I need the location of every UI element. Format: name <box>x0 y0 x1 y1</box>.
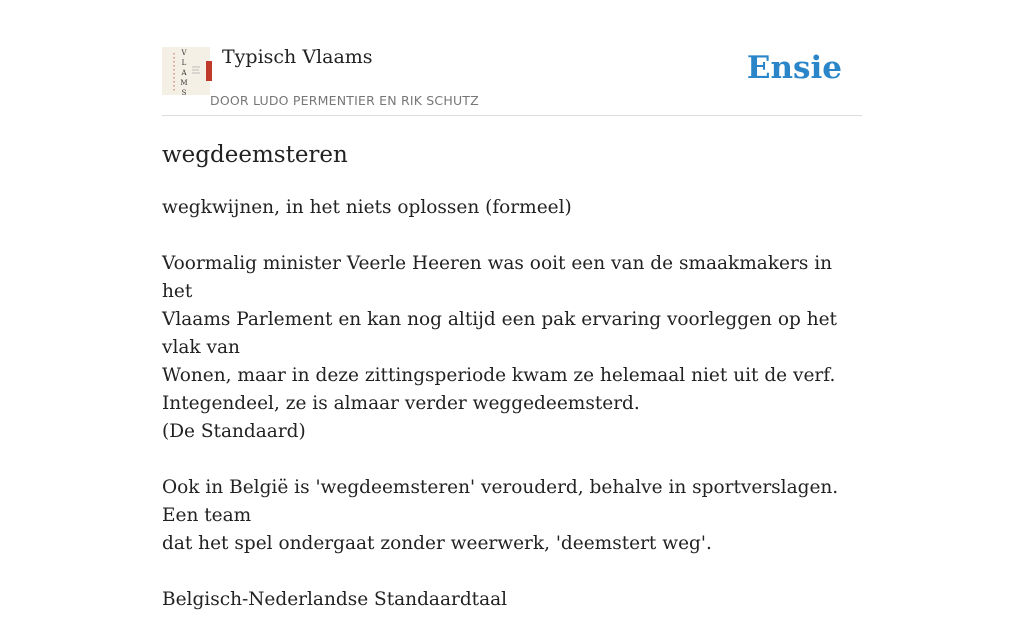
logo-letter: M <box>180 79 188 87</box>
dictionary-header <box>162 40 862 116</box>
example-line: Integendeel, ze is almaar verder weggedeemsterd. <box>162 393 640 414</box>
logo-letter: V <box>181 49 187 57</box>
logo-letter: L <box>181 59 187 67</box>
entry-note <box>162 474 862 558</box>
ensie-logo-link[interactable]: Ensie <box>746 50 842 86</box>
dictionary-logo[interactable] <box>162 47 210 95</box>
entry-definition: wegkwijnen, in het niets oplossen (formeel) <box>162 197 572 218</box>
example-line: Voormalig minister Veerle Heeren was ooit een van de smaakmakers in het <box>162 253 833 302</box>
example-line: Vlaams Parlement en kan nog altijd een pak ervaring voorleggen op het vlak van <box>162 309 837 358</box>
entry-example <box>162 250 862 446</box>
dictionary-title[interactable]: Typisch Vlaams <box>222 46 373 68</box>
logo-letter: S <box>181 89 187 97</box>
entry-content <box>162 138 862 642</box>
logo-letter: A <box>181 69 187 77</box>
example-line: Wonen, maar in deze zittingsperiode kwam ze helemaal niet uit de verf. <box>162 365 836 386</box>
note-line: dat het spel ondergaat zonder weerwerk, 'deemstert weg'. <box>162 533 712 554</box>
logo-graphic <box>162 47 210 95</box>
note-line: Ook in België is 'wegdeemsteren' verouderd, behalve in sportverslagen. Een team <box>162 477 839 526</box>
dictionary-authors: DOOR LUDO PERMENTIER EN RIK SCHUTZ <box>210 93 479 108</box>
entry-term: wegdeemsteren <box>162 142 348 168</box>
example-source: (De Standaard) <box>162 421 306 442</box>
entry-footer-line: Belgisch-Nederlandse Standaardtaal <box>162 589 508 610</box>
